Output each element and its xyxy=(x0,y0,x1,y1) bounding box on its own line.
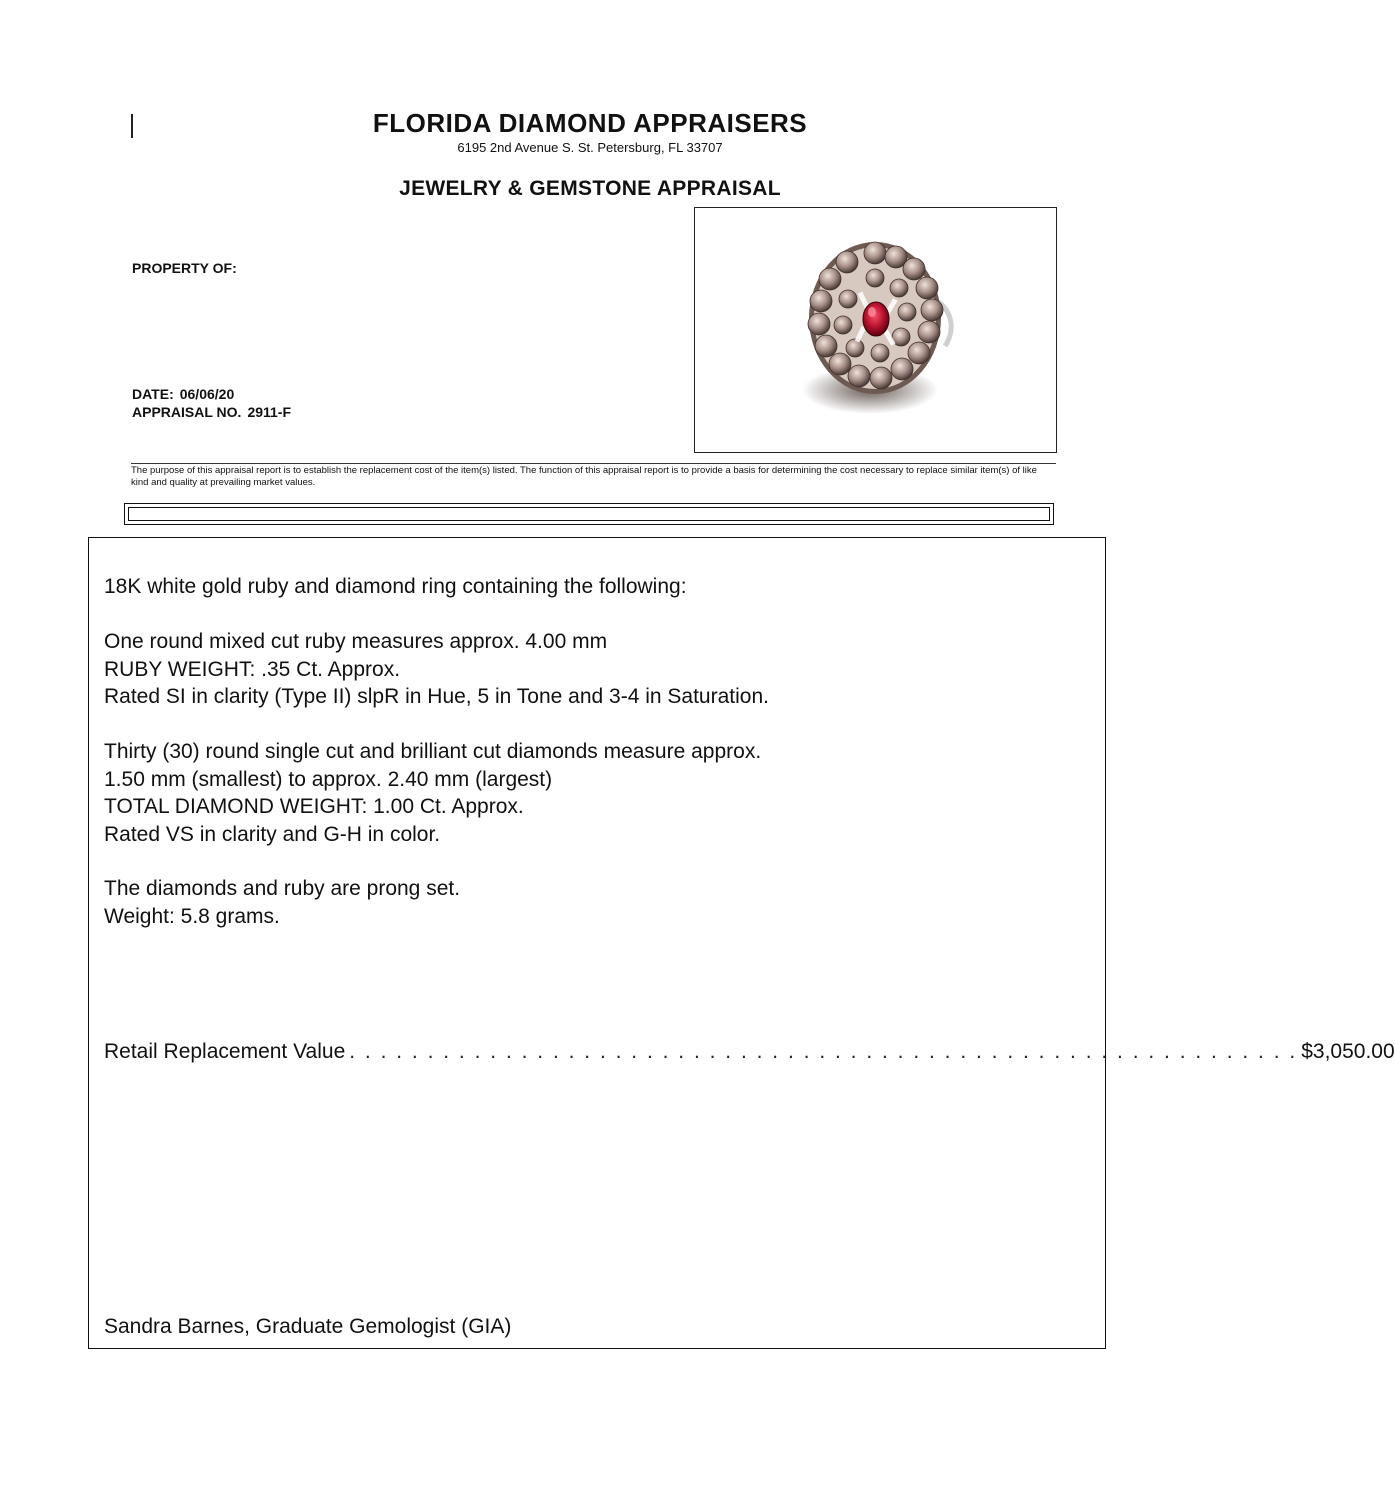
setting-line: The diamonds and ruby are prong set. xyxy=(104,877,461,900)
ruby-section xyxy=(104,628,769,711)
diamond-line: TOTAL DIAMOND WEIGHT: 1.00 Ct. Approx. xyxy=(104,795,524,818)
appraisal-number-label: APPRAISAL NO. xyxy=(132,404,242,420)
date-line xyxy=(132,386,234,402)
ring-photo xyxy=(695,208,1055,451)
dot-leader: . . . . . . . . . . . . . . . . . . . . . . . . . . . . . . . . . . . . . . . . . . . . . . . . . . . . . . . . . . . . . xyxy=(349,1040,1298,1063)
replacement-value-row xyxy=(104,1040,1395,1064)
diamond-line: Thirty (30) round single cut and brilliant cut diamonds measure approx. xyxy=(104,740,762,763)
appraisal-number-value: 2911-F xyxy=(247,404,292,420)
date-label: DATE: xyxy=(132,386,174,402)
company-name: FLORIDA DIAMOND APPRAISERS xyxy=(372,108,808,138)
appraiser-signature-line: Sandra Barnes, Graduate Gemologist (GIA) xyxy=(104,1315,512,1338)
double-rule-bar xyxy=(124,503,1054,525)
date-value: 06/06/20 xyxy=(179,386,235,402)
double-rule-inner xyxy=(128,507,1050,521)
diamond-line: Rated VS in clarity and G-H in color. xyxy=(104,822,441,846)
ruby-line: Rated SI in clarity (Type II) slpR in Hue, 5 in Tone and 3-4 in Saturation. xyxy=(104,685,769,708)
ruby-line: One round mixed cut ruby measures approx. 4.00 mm xyxy=(104,630,608,653)
replacement-value-amount: $3,050.00 xyxy=(1301,1040,1395,1063)
appraisal-number-line xyxy=(132,404,291,420)
ruby-line: RUBY WEIGHT: .35 Ct. Approx. xyxy=(104,657,401,681)
purpose-statement: The purpose of this appraisal report is to establish the replacement cost of the item(s) listed. The function of this appraisal report is to provide a basis for determining the cost necessary to replace similar item(s) of like kind and quality at prevailing market values. xyxy=(131,463,1056,489)
replacement-value-label: Retail Replacement Value xyxy=(104,1040,346,1063)
ring-photo-frame xyxy=(694,207,1057,453)
diamond-section xyxy=(104,738,761,848)
setting-section xyxy=(104,875,460,930)
company-address: 6195 2nd Avenue S. St. Petersburg, FL 33707 xyxy=(457,140,723,155)
setting-line: Weight: 5.8 grams. xyxy=(104,904,280,928)
property-of-label: PROPERTY OF: xyxy=(132,260,237,276)
item-intro: 18K white gold ruby and diamond ring containing the following: xyxy=(104,575,687,598)
diamond-line: 1.50 mm (smallest) to approx. 2.40 mm (largest) xyxy=(104,767,553,791)
document-title: JEWELRY & GEMSTONE APPRAISAL xyxy=(399,177,781,200)
